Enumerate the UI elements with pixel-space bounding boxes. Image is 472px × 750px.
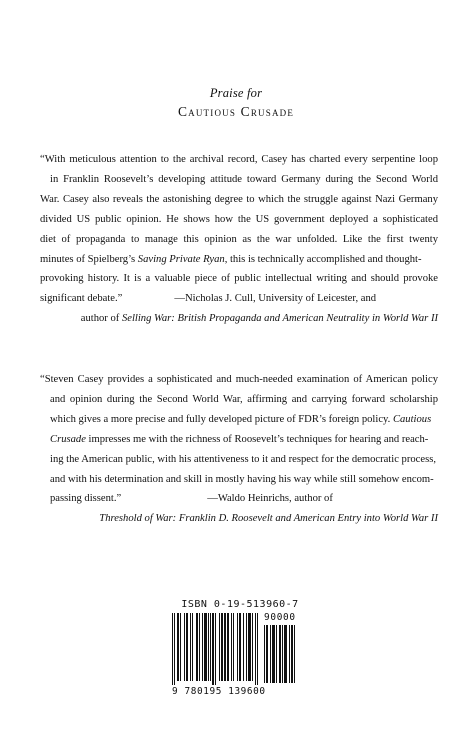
quote-attribution-book: author of Selling War: British Propaganda and American Neutrality in World War II xyxy=(80,313,438,325)
barcode xyxy=(172,612,308,697)
praise-quote-heinrichs xyxy=(40,370,438,529)
ean-barcode-graphic xyxy=(172,613,262,685)
quote-line: passing dissent.” —Waldo Heinrichs, author of xyxy=(50,493,333,505)
price-barcode-graphic xyxy=(264,625,308,685)
ean-digits: 9 780195 139600 xyxy=(172,686,266,697)
cited-book-title: Threshold of War: Franklin D. Roosevelt and American Entry into World War II xyxy=(99,513,438,525)
quote-line: minutes of Spielberg’s Saving Private Ryan, this is technically accomplished and thought- xyxy=(40,253,422,265)
quote-line: War. Casey also reveals the astonishing degree to which the struggle against Nazi Germany xyxy=(40,193,438,205)
isbn-number: ISBN 0-19-513960-7 xyxy=(181,599,299,610)
quote-line: significant debate.” —Nicholas J. Cull, University of Leicester, and xyxy=(40,293,377,305)
book-title: Cautious Crusade xyxy=(177,104,295,119)
price-code-digits: 90000 xyxy=(264,612,296,623)
quote-line: ing the American public, with his attentiveness to it and respect for the democratic process, xyxy=(50,453,436,465)
quote-line: provoking history. It is a valuable piece of public intellectual writing and should provoke xyxy=(40,273,438,285)
quote-line: and with his determination and skill in mostly having his way while still somehow encom- xyxy=(50,473,434,485)
quote-line: “With meticulous attention to the archival record, Casey has charted every serpentine loop xyxy=(40,154,438,165)
praise-quote-cull xyxy=(40,150,438,329)
quote-line: which gives a more precise and fully developed picture of FDR’s foreign policy. Cautious xyxy=(50,413,432,425)
quote-line: divided US public opinion. He shows how the US government deployed a sophisticated xyxy=(40,213,438,225)
film-title: Saving Private Ryan xyxy=(137,253,225,265)
quote-line: “Steven Casey provides a sophisticated and much-needed examination of American policy xyxy=(40,374,438,385)
quote-line: Crusade impresses me with the richness of Roosevelt’s techniques for hearing and reach- xyxy=(50,433,429,445)
quote-line: in Franklin Roosevelt’s developing attitude toward Germany during the Second World xyxy=(50,173,438,185)
quote-line: and opinion during the Second World War, affirming and carrying forward scholarship xyxy=(50,393,438,405)
cited-book-title: Selling War: British Propaganda and American Neutrality in World War II xyxy=(121,313,438,325)
isbn-block xyxy=(172,599,308,697)
quote-line: diet of propaganda to manage this opinion as the war unfolded. Like the first twenty xyxy=(40,233,438,245)
quote-attribution-book xyxy=(40,509,438,529)
book-title-inline: Cautious xyxy=(392,413,432,425)
quote-attribution: —Waldo Heinrichs, author of xyxy=(207,493,333,505)
quote-attribution: —Nicholas J. Cull, University of Leicester, and xyxy=(174,293,377,305)
book-title-inline: Crusade xyxy=(50,433,86,445)
praise-for-label: Praise for xyxy=(209,86,263,100)
